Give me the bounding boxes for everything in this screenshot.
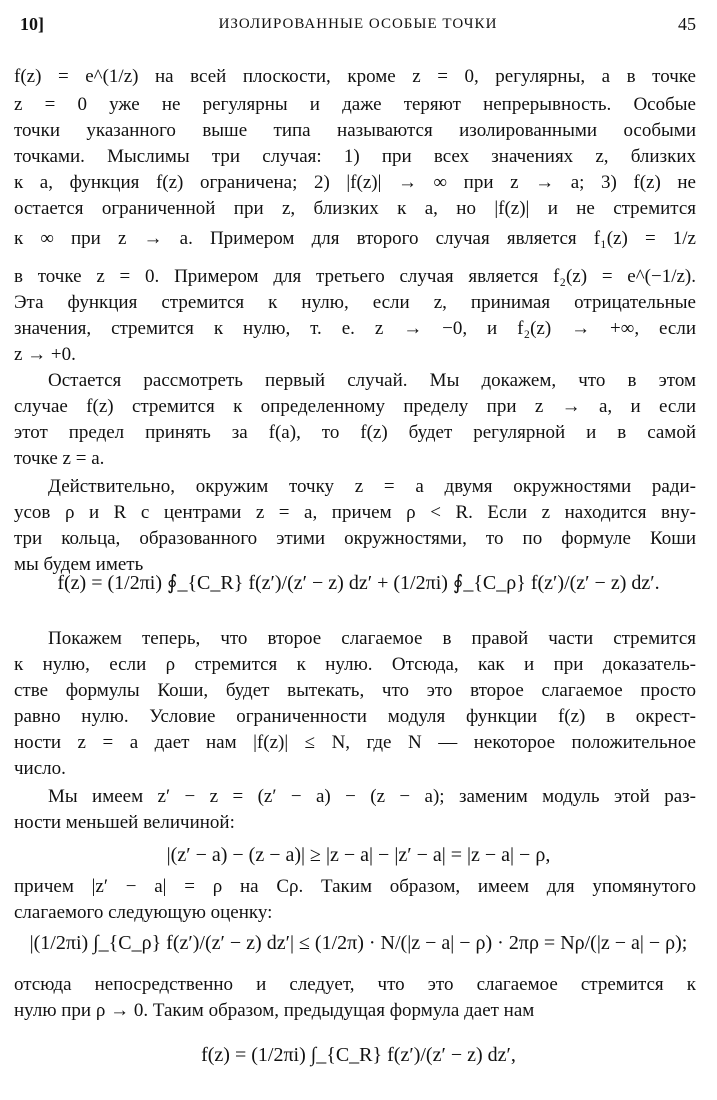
text-line: этот предел принять за f(a), то f(z) будет регулярной и в самой: [14, 422, 696, 443]
text-line: случае f(z) стремится к определенному пределу при z → a, и если: [14, 396, 696, 417]
section-number: 10]: [20, 14, 44, 34]
text-line: z = 0 уже не регулярны и даже теряют непрерывность. Особые: [14, 94, 696, 115]
text-line: Покажем теперь, что второе слагаемое в правой части стремится: [48, 628, 696, 649]
text-line: остается ограниченной при z, близких к a, но |f(z)| и не стремится: [14, 198, 696, 219]
text-line: Остается рассмотреть первый случай. Мы докажем, что в этом: [48, 370, 696, 391]
text-line: z → +0.: [14, 344, 76, 365]
text-line: точки указанного выше типа называются изолированными особыми: [14, 120, 696, 141]
text-line: мы будем иметь: [14, 554, 144, 575]
text-line: причем |z′ − a| = ρ на Cρ. Таким образом, имеем для упомянутого: [14, 876, 696, 897]
text-line: точке z = a.: [14, 448, 105, 469]
text-line: Действительно, окружим точку z = a двумя окружностями ради-: [48, 476, 696, 497]
equation-modulus-inequality: |(z′ − a) − (z − a)| ≥ |z − a| − |z′ − a| = |z − a| − ρ,: [166, 844, 551, 866]
text-line: точками. Мыслимы три случая: 1) при всех значениях z, близких: [14, 146, 696, 167]
text-line: ности z = a дает нам |f(z)| ≤ N, где N — некоторое положительное: [14, 732, 696, 753]
text-line: в точке z = 0. Примером для третьего случая является f₂(z) = e^(−1/z).: [14, 266, 696, 287]
text-line: к нулю, если ρ стремится к нулю. Отсюда, как и при доказатель-: [14, 654, 696, 675]
text-line: число.: [14, 758, 66, 779]
equation-estimate: |(1/2πi) ∫_{C_ρ} f(z′)/(z′ − z) dz′| ≤ (1/2π) · N/(|z − a| − ρ) · 2πρ = Nρ/(|z − a| − ρ);: [29, 932, 688, 954]
text-line: ности меньшей величиной:: [14, 812, 235, 833]
page-number: 45: [678, 14, 696, 34]
text-line: Эта функция стремится к нулю, если z, принимая отрицательные: [14, 292, 696, 313]
page-header: [20, 14, 696, 38]
text-line: значения, стремится к нулю, т. е. z → −0, и f₂(z) → +∞, если: [14, 318, 696, 339]
text-line: к a, функция f(z) ограничена; 2) |f(z)| → ∞ при z → a; 3) f(z) не: [14, 172, 696, 193]
equation-cauchy-split: f(z) = (1/2πi) ∮_{C_R} f(z′)/(z′ − z) dz′ + (1/2πi) ∮_{C_ρ} f(z′)/(z′ − z) dz′.: [57, 572, 660, 594]
text-line: равно нулю. Условие ограниченности модуля функции f(z) в окрест-: [14, 706, 696, 727]
text-line: к ∞ при z → a. Примером для второго случая является f₁(z) = 1/z: [14, 228, 696, 249]
equation-result: f(z) = (1/2πi) ∫_{C_R} f(z′)/(z′ − z) dz′,: [201, 1044, 516, 1066]
text-line: стве формулы Коши, будет вытекать, что это второе слагаемое просто: [14, 680, 696, 701]
text-line: отсюда непосредственно и следует, что это слагаемое стремится к: [14, 974, 696, 995]
text-line: слагаемого следующую оценку:: [14, 902, 273, 923]
text-line: три кольца, образованного этими окружностями, то по формуле Коши: [14, 528, 696, 549]
running-title: ИЗОЛИРОВАННЫЕ ОСОБЫЕ ТОЧКИ: [218, 16, 498, 32]
text-line: усов ρ и R с центрами z = a, причем ρ < R. Если z находится вну-: [14, 502, 696, 523]
text-line: нулю при ρ → 0. Таким образом, предыдущая формула дает нам: [14, 1000, 535, 1021]
text-line: f(z) = e^(1/z) на всей плоскости, кроме z = 0, регулярны, а в точке: [14, 66, 696, 87]
text-line: Мы имеем z′ − z = (z′ − a) − (z − a); заменим модуль этой раз-: [48, 786, 696, 807]
